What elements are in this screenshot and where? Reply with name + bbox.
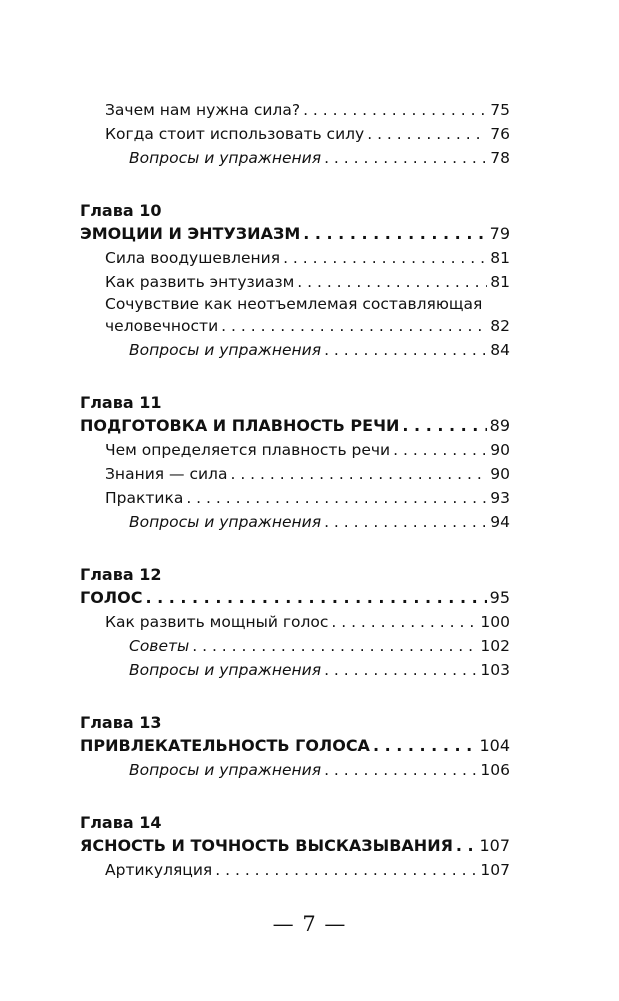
toc-entry-page: 106 xyxy=(480,761,510,779)
toc-entry-exercises xyxy=(80,146,510,170)
chapter-title-row xyxy=(80,834,510,858)
leader-dots xyxy=(324,338,487,362)
toc-entry-title: Вопросы и упражнения xyxy=(129,341,322,359)
leader-dots xyxy=(303,98,487,122)
toc-entry-title: Когда стоит использовать силу xyxy=(105,125,365,143)
toc-entry-title: Советы xyxy=(129,637,190,655)
leader-dots xyxy=(402,414,486,438)
toc-entry-title: Практика xyxy=(105,489,184,507)
toc-entry-tips xyxy=(80,634,510,658)
toc-entry xyxy=(80,462,510,486)
chapter-title-row xyxy=(80,734,510,758)
toc-entry-page: 75 xyxy=(490,101,510,119)
leader-dots xyxy=(331,610,477,634)
chapter-label: Глава 12 xyxy=(80,565,162,584)
toc-entry-page: 82 xyxy=(490,317,510,335)
toc-entry-title: Вопросы и упражнения xyxy=(129,513,322,531)
leader-dots xyxy=(367,122,487,146)
toc-entry xyxy=(80,486,510,510)
leader-dots xyxy=(215,858,477,882)
toc-entry xyxy=(80,438,510,462)
chapter-title-row xyxy=(80,222,510,246)
chapter-page: 79 xyxy=(489,224,510,243)
chapter-page: 89 xyxy=(489,416,510,435)
toc-entry-exercises xyxy=(80,758,510,782)
toc-entry-title-line2: человечности xyxy=(105,317,219,335)
chapter-page: 107 xyxy=(479,836,510,855)
chapter-title: ЭМОЦИИ И ЭНТУЗИАЗМ xyxy=(80,224,301,243)
chapter-title: ЯСНОСТЬ И ТОЧНОСТЬ ВЫСКАЗЫВАНИЯ xyxy=(80,836,453,855)
chapter-page: 104 xyxy=(479,736,510,755)
leader-dots xyxy=(221,314,487,338)
leader-dots xyxy=(324,510,487,534)
leader-dots xyxy=(297,270,487,294)
leader-dots xyxy=(456,834,477,858)
toc-entry-page: 81 xyxy=(490,273,510,291)
toc-entry xyxy=(80,270,510,294)
leader-dots xyxy=(186,486,487,510)
leader-dots xyxy=(324,758,477,782)
toc-entry-page: 90 xyxy=(490,465,510,483)
toc-entry-page: 90 xyxy=(490,441,510,459)
toc-entry-page: 81 xyxy=(490,249,510,267)
chapter-title: ПРИВЛЕКАТЕЛЬНОСТЬ ГОЛОСА xyxy=(80,736,370,755)
leader-dots xyxy=(373,734,477,758)
toc-entry-title: Зачем нам нужна сила? xyxy=(105,101,301,119)
toc-entry-page: 94 xyxy=(490,513,510,531)
toc-entry-page: 93 xyxy=(490,489,510,507)
chapter-title: ГОЛОС xyxy=(80,588,143,607)
toc-entry xyxy=(80,858,510,882)
leader-dots xyxy=(230,462,487,486)
chapter-page: 95 xyxy=(489,588,510,607)
toc-entry-page: 76 xyxy=(490,125,510,143)
chapter-label: Глава 11 xyxy=(80,393,162,412)
chapter-title: ПОДГОТОВКА И ПЛАВНОСТЬ РЕЧИ xyxy=(80,416,400,435)
toc-entry-page: 78 xyxy=(490,149,510,167)
toc-entry-title: Вопросы и упражнения xyxy=(129,149,322,167)
toc-entry-multiline xyxy=(80,294,510,338)
leader-dots xyxy=(145,586,486,610)
toc-entry-title: Знания — сила xyxy=(105,465,228,483)
toc-entry-page: 107 xyxy=(480,861,510,879)
toc-entry-title-line1: Сочувствие как неотъемлемая составляющая xyxy=(105,295,483,313)
toc-entry-title: Вопросы и упражнения xyxy=(129,661,322,679)
toc-entry xyxy=(80,122,510,146)
toc-entry-title: Чем определяется плавность речи xyxy=(105,441,391,459)
table-of-contents xyxy=(80,98,510,882)
leader-dots xyxy=(393,438,487,462)
toc-entry xyxy=(80,246,510,270)
chapter-label: Глава 10 xyxy=(80,201,162,220)
toc-entry-page: 100 xyxy=(480,613,510,631)
page-number: — 7 — xyxy=(272,912,347,936)
chapter-title-row xyxy=(80,586,510,610)
toc-entry-page: 103 xyxy=(480,661,510,679)
toc-entry-title: Как развить мощный голос xyxy=(105,613,329,631)
chapter-label: Глава 14 xyxy=(80,813,162,832)
leader-dots xyxy=(324,146,487,170)
toc-entry-title: Как развить энтузиазм xyxy=(105,273,295,291)
leader-dots xyxy=(283,246,487,270)
leader-dots xyxy=(192,634,477,658)
toc-entry-exercises xyxy=(80,338,510,362)
toc-entry-title: Сила воодушевления xyxy=(105,249,281,267)
toc-entry-exercises xyxy=(80,510,510,534)
leader-dots xyxy=(303,222,486,246)
toc-entry xyxy=(80,610,510,634)
toc-entry-page: 102 xyxy=(480,637,510,655)
toc-entry-exercises xyxy=(80,658,510,682)
chapter-title-row xyxy=(80,414,510,438)
leader-dots xyxy=(324,658,477,682)
chapter-label: Глава 13 xyxy=(80,713,162,732)
toc-entry-title: Вопросы и упражнения xyxy=(129,761,322,779)
toc-entry-title: Артикуляция xyxy=(105,861,213,879)
toc-entry xyxy=(80,98,510,122)
toc-entry-page: 84 xyxy=(490,341,510,359)
